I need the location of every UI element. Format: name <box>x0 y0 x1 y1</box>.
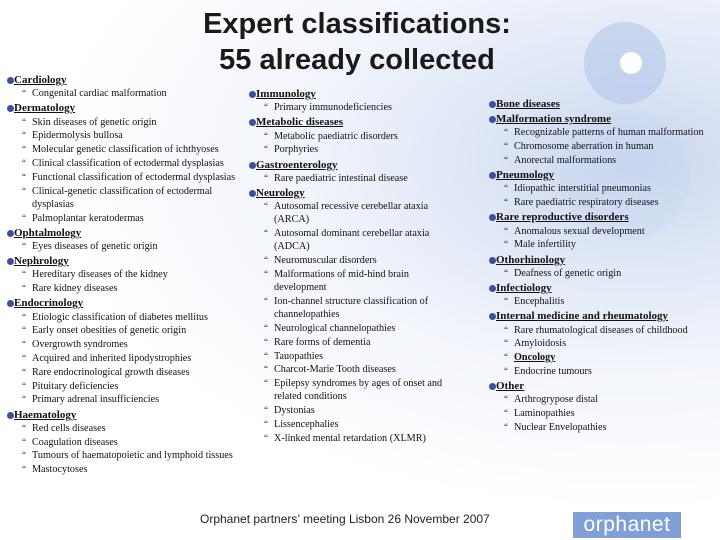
quote-bullet: “ <box>264 350 268 361</box>
bullet-dot-icon <box>249 91 256 98</box>
classification-item <box>256 432 464 445</box>
item-label: Recognizable patterns of human malformation <box>514 127 704 139</box>
category-label: Malformation syndrome <box>496 113 611 126</box>
item-label: Lissencephalies <box>274 419 339 430</box>
quote-bullet: “ <box>22 241 26 251</box>
item-label: Anomalous sexual development <box>514 225 645 237</box>
item-label: Nuclear Envelopathies <box>514 422 607 434</box>
quote-bullet: “ <box>504 183 508 194</box>
quote-bullet: “ <box>504 324 508 335</box>
quote-bullet: “ <box>504 408 508 419</box>
quote-bullet: “ <box>22 88 26 99</box>
category-heading <box>14 409 236 422</box>
item-label: Metabolic paediatric disorders <box>274 130 398 142</box>
classification-item <box>256 418 464 431</box>
classification-item <box>496 154 711 167</box>
category-label: Endocrinology <box>14 297 84 310</box>
column-middle <box>256 86 464 446</box>
item-label: Rare rhumatological diseases of childhood <box>514 324 688 336</box>
item-label: Autosomal dominant cerebellar ataxia (ADCA) <box>274 228 430 253</box>
quote-bullet: “ <box>22 116 26 127</box>
quote-bullet: “ <box>22 130 26 141</box>
quote-bullet: “ <box>22 158 26 168</box>
column-left <box>14 72 236 477</box>
category-label: Internal medicine and rheumatology <box>496 310 669 323</box>
category-label: Gastroenterology <box>256 158 338 171</box>
quote-bullet: “ <box>264 419 268 429</box>
classification-item <box>14 324 236 337</box>
quote-bullet: “ <box>22 464 26 475</box>
footer-text: Orphanet partners’ meeting Lisbon 26 November 2007 <box>200 512 490 526</box>
category-label: Rare reproductive disorders <box>496 211 629 224</box>
classification-item <box>14 463 236 476</box>
quote-bullet: “ <box>504 394 508 405</box>
item-label: Idiopathic interstitial pneumonias <box>514 183 651 195</box>
quote-bullet: “ <box>504 225 508 236</box>
quote-bullet: “ <box>504 422 508 433</box>
classification-item <box>14 338 236 351</box>
quote-bullet: “ <box>504 338 508 349</box>
item-label: Epilepsy syndromes by ages of onset and related conditions <box>274 378 443 403</box>
item-label: Rare paediatric intestinal disease <box>274 172 408 184</box>
classification-item <box>256 101 464 114</box>
quote-bullet: “ <box>22 144 26 155</box>
item-label: Rare paediatric respiratory diseases <box>514 197 659 209</box>
quote-bullet: “ <box>22 450 26 461</box>
quote-bullet: “ <box>504 197 508 208</box>
classification-item <box>496 337 711 350</box>
quote-bullet: “ <box>264 228 268 239</box>
classification-item <box>496 225 711 238</box>
quote-bullet: “ <box>504 352 508 363</box>
item-label: Primary adrenal insufficiencies <box>32 394 160 406</box>
category-heading <box>256 116 464 129</box>
quote-bullet: “ <box>264 336 268 347</box>
classification-item <box>14 116 236 129</box>
classification-item <box>496 365 711 378</box>
category-label: Metabolic diseases <box>256 116 344 129</box>
item-label: Coagulation diseases <box>32 436 118 448</box>
quote-bullet: “ <box>264 130 268 141</box>
bullet-dot-icon <box>249 162 256 169</box>
item-label: Encephalitis <box>514 296 565 308</box>
item-label: Overgrowth syndromes <box>32 339 128 351</box>
item-label: Ion-channel structure classification of channelopathies <box>274 296 429 321</box>
quote-bullet: “ <box>264 364 268 375</box>
item-label: Rare forms of dementia <box>274 336 371 348</box>
classification-item <box>14 143 236 156</box>
item-label: Deafness of genetic origin <box>514 267 622 279</box>
quote-bullet: “ <box>22 366 26 377</box>
item-label: Pituitary deficiencies <box>32 380 119 392</box>
classification-item <box>14 157 236 170</box>
classification-item <box>14 129 236 142</box>
quote-bullet: “ <box>504 127 508 138</box>
classification-item <box>14 311 236 324</box>
category-heading <box>496 113 711 126</box>
item-label: Autosomal recessive cerebellar ataxia (ARCA) <box>274 201 429 226</box>
quote-bullet: “ <box>22 311 26 322</box>
classification-item <box>14 449 236 462</box>
bullet-dot-icon <box>7 77 14 84</box>
quote-bullet: “ <box>22 171 26 182</box>
classification-item <box>496 140 711 153</box>
category-heading <box>14 297 236 310</box>
quote-bullet: “ <box>22 436 26 447</box>
item-label: Charcot-Marie Tooth diseases <box>274 364 396 376</box>
quote-bullet: “ <box>22 353 26 363</box>
category-heading <box>14 227 236 240</box>
category-label: Other <box>496 380 525 393</box>
classification-item <box>496 182 711 195</box>
classification-item <box>256 404 464 417</box>
classification-item <box>256 363 464 376</box>
category-label: Bone diseases <box>496 98 560 110</box>
item-label: Chromosome aberration in human <box>514 141 654 153</box>
classification-item <box>14 393 236 406</box>
category-heading <box>256 159 464 172</box>
quote-bullet: “ <box>22 422 26 433</box>
quote-bullet: “ <box>22 339 26 350</box>
item-label: Arthrogrypose distal <box>514 394 599 406</box>
item-label: Tumours of haematopoietic and lymphoid tissues <box>32 450 233 462</box>
classification-item <box>14 282 236 295</box>
item-label: Dystonias <box>274 405 315 417</box>
category-label: Othorhinology <box>496 253 566 266</box>
quote-bullet: “ <box>264 378 268 389</box>
quote-bullet: “ <box>504 267 508 278</box>
quote-bullet: “ <box>22 212 26 223</box>
category-heading <box>14 255 236 268</box>
classification-item <box>496 238 711 251</box>
classification-item <box>256 200 464 226</box>
item-label: Tauopathies <box>274 350 324 362</box>
item-label: Palmoplantar keratodermas <box>32 212 144 224</box>
category-label: Cardiology <box>14 74 67 86</box>
category-label: Infectiology <box>496 282 552 295</box>
item-label: Rare kidney diseases <box>32 283 118 295</box>
category-heading <box>496 282 711 295</box>
quote-bullet: “ <box>264 255 268 266</box>
classification-item <box>256 172 464 185</box>
classification-item <box>14 171 236 184</box>
item-label: Epidermolysis bullosa <box>32 130 123 142</box>
category-heading <box>496 98 711 111</box>
orphanet-logo: orphanet <box>573 512 681 538</box>
quote-bullet: “ <box>504 155 508 165</box>
slide-title-line2: 55 already collected <box>219 44 495 76</box>
item-label: Skin diseases of genetic origin <box>32 116 157 128</box>
category-heading <box>496 211 711 224</box>
classification-item <box>256 268 464 294</box>
quote-bullet: “ <box>504 141 508 152</box>
item-label: Neurological channelopathies <box>274 323 396 335</box>
item-label: Clinical-genetic classification of ectodermal dysplasias <box>32 185 213 210</box>
category-heading <box>14 74 236 87</box>
category-label: Dermatology <box>14 102 76 115</box>
classification-item <box>496 324 711 337</box>
quote-bullet: “ <box>22 185 26 196</box>
category-label: Neurology <box>256 187 305 200</box>
bullet-dot-icon <box>489 285 496 292</box>
bullet-dot-icon <box>489 257 496 264</box>
classification-item <box>14 240 236 253</box>
quote-bullet: “ <box>264 172 268 183</box>
item-label: Primary immunodeficiencies <box>274 102 392 114</box>
quote-bullet: “ <box>264 269 268 280</box>
category-heading <box>496 254 711 267</box>
classification-item <box>256 350 464 363</box>
quote-bullet: “ <box>504 239 508 250</box>
category-label: Haematology <box>14 408 77 421</box>
category-label: Ophtalmology <box>14 226 82 239</box>
classification-item <box>496 295 711 308</box>
category-heading <box>496 169 711 182</box>
category-label: Pneumology <box>496 169 555 182</box>
quote-bullet: “ <box>504 366 508 377</box>
classification-item <box>496 196 711 209</box>
classification-item <box>14 352 236 365</box>
category-heading <box>256 187 464 200</box>
classification-item <box>14 212 236 225</box>
classification-item <box>256 254 464 267</box>
column-right <box>496 96 711 435</box>
slide-title-line1: Expert classifications: <box>203 8 511 40</box>
category-heading <box>14 102 236 115</box>
item-label: Amyloidosis <box>514 338 567 350</box>
quote-bullet: “ <box>22 380 26 391</box>
bullet-dot-icon <box>7 230 14 237</box>
item-label: Hereditary diseases of the kidney <box>32 269 168 281</box>
category-heading <box>496 380 711 393</box>
classification-item <box>496 393 711 406</box>
classification-item <box>256 143 464 156</box>
quote-bullet: “ <box>264 102 268 113</box>
item-label: Neuromuscular disorders <box>274 255 377 267</box>
item-label: Porphyries <box>274 144 319 156</box>
classification-item <box>14 436 236 449</box>
classification-item <box>256 130 464 143</box>
quote-bullet: “ <box>264 432 268 443</box>
item-label: X-linked mental retardation (XLMR) <box>274 432 426 444</box>
item-label: Endocrine tumours <box>514 366 592 378</box>
item-label: Clinical classification of ectodermal dysplasias <box>32 158 224 169</box>
quote-bullet: “ <box>264 296 268 307</box>
classification-item <box>496 421 711 434</box>
item-label: Early onset obesities of genetic origin <box>32 325 187 337</box>
item-label: Congenital cardiac malformation <box>32 88 167 100</box>
item-label: Anorectal malformations <box>514 155 617 166</box>
quote-bullet: “ <box>504 296 508 307</box>
quote-bullet: “ <box>264 201 268 212</box>
classification-item <box>14 268 236 281</box>
quote-bullet: “ <box>22 394 26 405</box>
item-label: Molecular genetic classification of ichthyoses <box>32 144 219 156</box>
classification-item <box>256 377 464 403</box>
quote-bullet: “ <box>22 269 26 280</box>
bullet-dot-icon <box>489 101 496 108</box>
item-label: Rare endocrinological growth diseases <box>32 366 190 378</box>
quote-bullet: “ <box>264 323 268 334</box>
item-label: Acquired and inherited lipodystrophies <box>32 353 192 364</box>
classification-item <box>14 380 236 393</box>
item-label: Mastocytoses <box>32 464 88 476</box>
item-label: Oncology <box>514 352 556 364</box>
classification-item <box>14 87 236 100</box>
classification-item <box>256 322 464 335</box>
item-label: Etiologic classification of diabetes mellitus <box>32 311 208 323</box>
classification-item <box>14 366 236 379</box>
category-heading <box>256 88 464 101</box>
bullet-dot-icon <box>249 190 256 197</box>
item-label: Laminopathies <box>514 408 575 420</box>
quote-bullet: “ <box>264 405 268 416</box>
classification-item <box>496 351 711 364</box>
item-label: Male infertility <box>514 239 576 251</box>
quote-bullet: “ <box>22 283 26 294</box>
classification-item <box>14 185 236 211</box>
category-label: Immunology <box>256 88 316 100</box>
classification-item <box>496 126 711 139</box>
classification-item <box>496 407 711 420</box>
item-label: Functional classification of ectodermal dysplasias <box>32 171 236 183</box>
category-label: Nephrology <box>14 255 69 268</box>
classification-item <box>256 295 464 321</box>
classification-item <box>14 422 236 435</box>
item-label: Malformations of mid-hind brain development <box>274 269 409 294</box>
bullet-dot-icon <box>7 412 14 419</box>
classification-item <box>496 267 711 280</box>
quote-bullet: “ <box>264 144 268 155</box>
item-label: Red cells diseases <box>32 422 106 434</box>
quote-bullet: “ <box>22 325 26 336</box>
item-label: Eyes diseases of genetic origin <box>32 241 158 252</box>
category-heading <box>496 310 711 323</box>
classification-item <box>256 336 464 349</box>
classification-item <box>256 227 464 253</box>
